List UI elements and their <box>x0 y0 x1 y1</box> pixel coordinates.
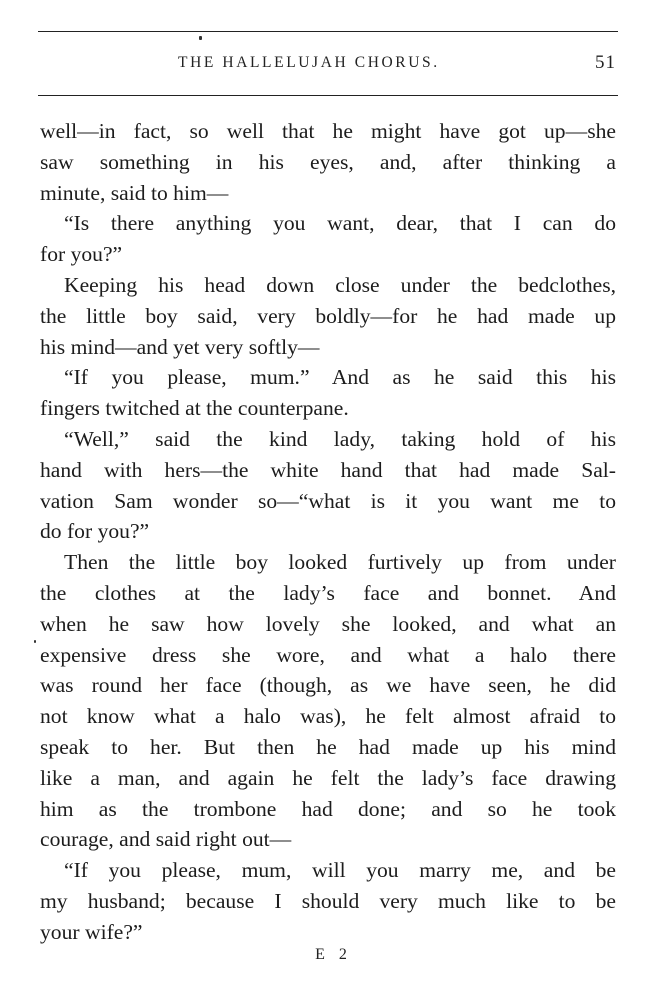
text-line: the little boy said, very boldly—for he had made up <box>40 303 616 328</box>
text-line: the clothes at the lady’s face and bonnet. And <box>40 580 616 605</box>
paragraph <box>40 270 616 362</box>
text-line: minute, said to him— <box>40 180 229 205</box>
top-rule <box>38 31 618 32</box>
text-line: was round her face (though, as we have seen, he did <box>40 673 616 698</box>
paragraph <box>40 547 616 855</box>
text-line: when he saw how lovely she looked, and what an <box>40 611 616 636</box>
text-line: “If you please, mum, will you marry me, and be <box>64 858 616 883</box>
text-line: fingers twitched at the counterpane. <box>40 396 349 421</box>
paragraph <box>40 424 616 547</box>
text-line: “Well,” said the kind lady, taking hold of his <box>64 426 616 451</box>
text-line: speak to her. But then he had made up his mind <box>40 734 616 759</box>
text-line: hand with hers—the white hand that had made Sal- <box>40 457 616 482</box>
paragraph <box>40 116 616 208</box>
text-line: well—in fact, so well that he might have got up—she <box>40 119 616 143</box>
text-line: like a man, and again he felt the lady’s face drawing <box>40 765 616 790</box>
text-line: saw something in his eyes, and, after thinking a <box>40 149 616 174</box>
paragraph <box>40 855 616 947</box>
text-line: “If you please, mum.” And as he said this his <box>64 365 616 390</box>
text-line: for you?” <box>40 242 123 267</box>
text-line: not know what a halo was), he felt almost afraid to <box>40 704 616 729</box>
body-text <box>40 116 616 948</box>
ink-speck <box>199 36 202 40</box>
paragraph <box>40 208 616 270</box>
page-number: 51 <box>595 52 616 73</box>
header-rule <box>38 95 618 96</box>
text-line: Then the little boy looked furtively up from under <box>64 550 616 575</box>
text-line: do for you?” <box>40 519 150 544</box>
text-line: expensive dress she wore, and what a halo there <box>40 642 616 667</box>
running-head <box>38 52 618 80</box>
text-line: Keeping his head down close under the bedclothes, <box>64 272 616 297</box>
text-line: courage, and said right out— <box>40 827 292 852</box>
running-title: THE HALLELUJAH CHORUS. <box>178 54 440 71</box>
paragraph <box>40 362 616 424</box>
text-line: him as the trombone had done; and so he took <box>40 796 616 821</box>
text-line: “Is there anything you want, dear, that I can do <box>64 211 616 236</box>
ink-speck <box>34 640 36 643</box>
text-line: vation Sam wonder so—“what is it you want me to <box>40 488 616 513</box>
text-line: his mind—and yet very softly— <box>40 334 320 359</box>
text-line: my husband; because I should very much like to be <box>40 888 616 913</box>
text-line: your wife?” <box>40 919 143 944</box>
signature-mark: E 2 <box>315 946 352 963</box>
